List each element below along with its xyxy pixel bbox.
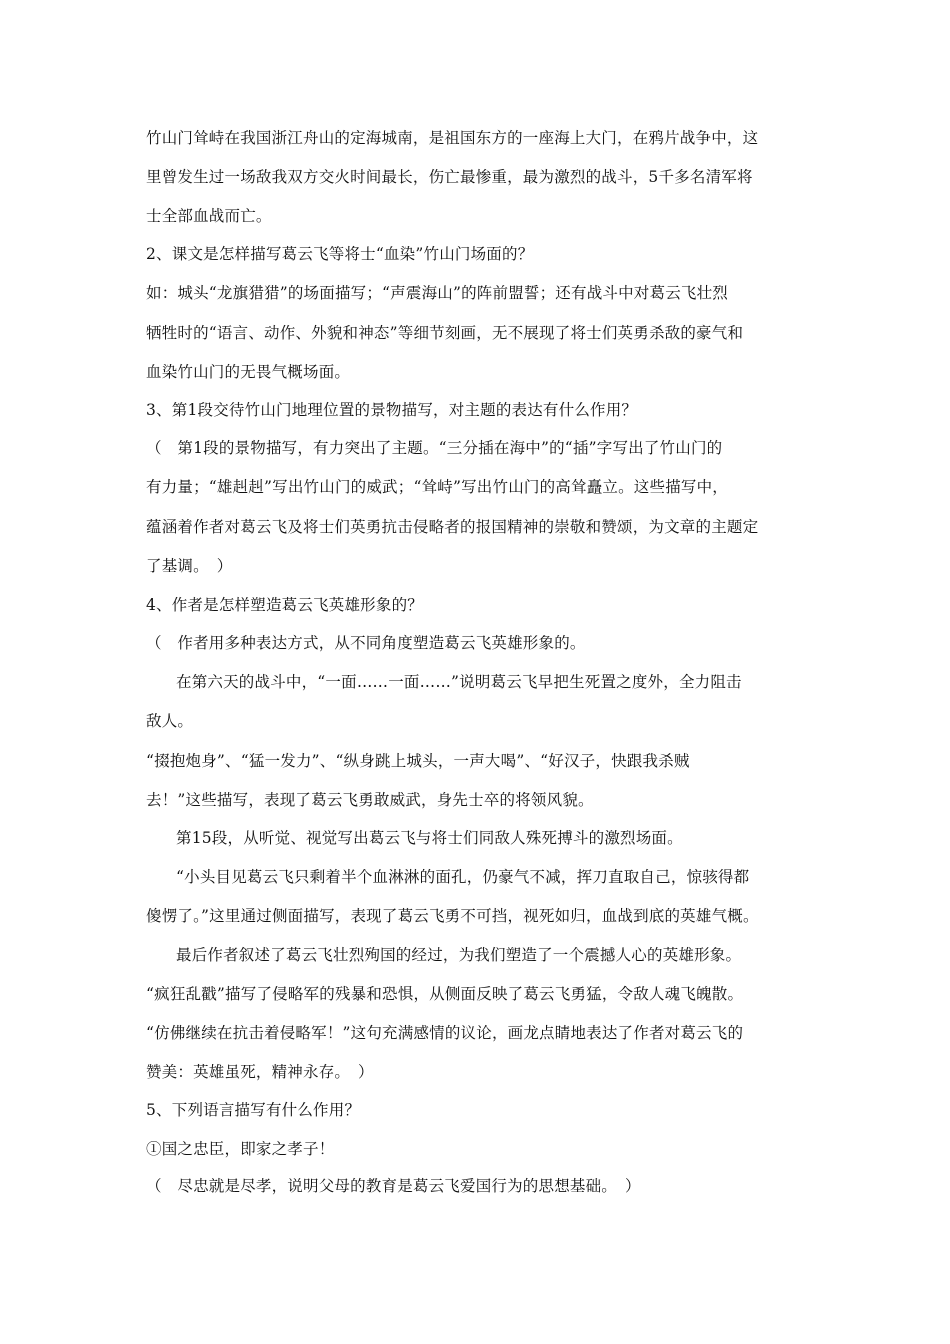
text-line: 里曾发生过一场敌我双方交火时间最长，伤亡最惨重，最为激烈的战斗，5千多名清军将 (146, 168, 753, 186)
question-heading: 5、下列语言描写有什么作用？ (146, 1101, 361, 1119)
text-line: （ 第1段的景物描写，有力突出了主题。“三分插在海中”的“插”字写出了竹山门的 (146, 439, 723, 457)
text-line: 牺牲时的“语言、动作、外貌和神态”等细节刻画，无不展现了将士们英勇杀敌的豪气和 (146, 324, 744, 342)
question-heading: 4、作者是怎样塑造葛云飞英雄形象的？ (146, 596, 423, 614)
text-line: 如：城头“龙旗猎猎”的场面描写；“声震海山”的阵前盟誓；还有战斗中对葛云飞壮烈 (146, 284, 728, 302)
text-line: 赞美：英雄虽死，精神永存。 ） (146, 1063, 374, 1081)
text-line: 血染竹山门的无畏气概场面。 (146, 363, 351, 381)
text-line: 敌人。 (146, 712, 194, 730)
text-line: “小头目见葛云飞只剩着半个血淋淋的面孔，仍豪气不减，挥刀直取自己，惊骇得都 (176, 868, 750, 886)
text-line: 士全部血战而亡。 (146, 207, 272, 225)
text-line: （ 作者用多种表达方式，从不同角度塑造葛云飞英雄形象的。 (146, 634, 586, 652)
text-line: 傻愣了。”这里通过侧面描写，表现了葛云飞勇不可挡，视死如归，血战到底的英雄气概。 (146, 907, 759, 925)
text-line: 最后作者叙述了葛云飞壮烈殉国的经过，为我们塑造了一个震撼人心的英雄形象。 (176, 946, 742, 964)
text-line: “疯狂乱戳”描写了侵略军的残暴和恐惧，从侧面反映了葛云飞勇猛，令敌人魂飞魄散。 (146, 985, 744, 1003)
text-line: “掇抱炮身”、“猛一发力”、“纵身跳上城头，一声大喝”、“好汉子，快跟我杀贼 (146, 752, 690, 770)
text-line: （ 尽忠就是尽孝，说明父母的教育是葛云飞爱国行为的思想基础。 ） (146, 1177, 641, 1195)
text-line: “仿佛继续在抗击着侵略军！”这句充满感情的议论，画龙点睛地表达了作者对葛云飞的 (146, 1024, 744, 1042)
text-line: 第15段，从听觉、视觉写出葛云飞与将士们同敌人殊死搏斗的激烈场面。 (176, 829, 683, 847)
text-line: 在第六天的战斗中，“一面……一面……”说明葛云飞早把生死置之度外，全力阻击 (176, 673, 742, 691)
text-line: 了基调。 ） (146, 557, 233, 575)
question-heading: 2、课文是怎样描写葛云飞等将士“血染”竹山门场面的？ (146, 245, 534, 263)
text-line: 蕴涵着作者对葛云飞及将士们英勇抗击侵略者的报国精神的崇敬和赞颂，为文章的主题定 (146, 518, 759, 536)
text-line: 去！”这些描写，表现了葛云飞勇敢威武，身先士卒的将领风貌。 (146, 791, 594, 809)
text-line: 有力量；“雄赳赳”写出竹山门的威武；“耸峙”写出竹山门的高耸矗立。这些描写中， (146, 478, 728, 496)
text-line: ①国之忠臣，即家之孝子！ (146, 1140, 335, 1158)
text-line: 竹山门耸峙在我国浙江舟山的定海城南，是祖国东方的一座海上大门，在鸦片战争中，这 (146, 129, 759, 147)
question-heading: 3、第1段交待竹山门地理位置的景物描写，对主题的表达有什么作用？ (146, 401, 638, 419)
